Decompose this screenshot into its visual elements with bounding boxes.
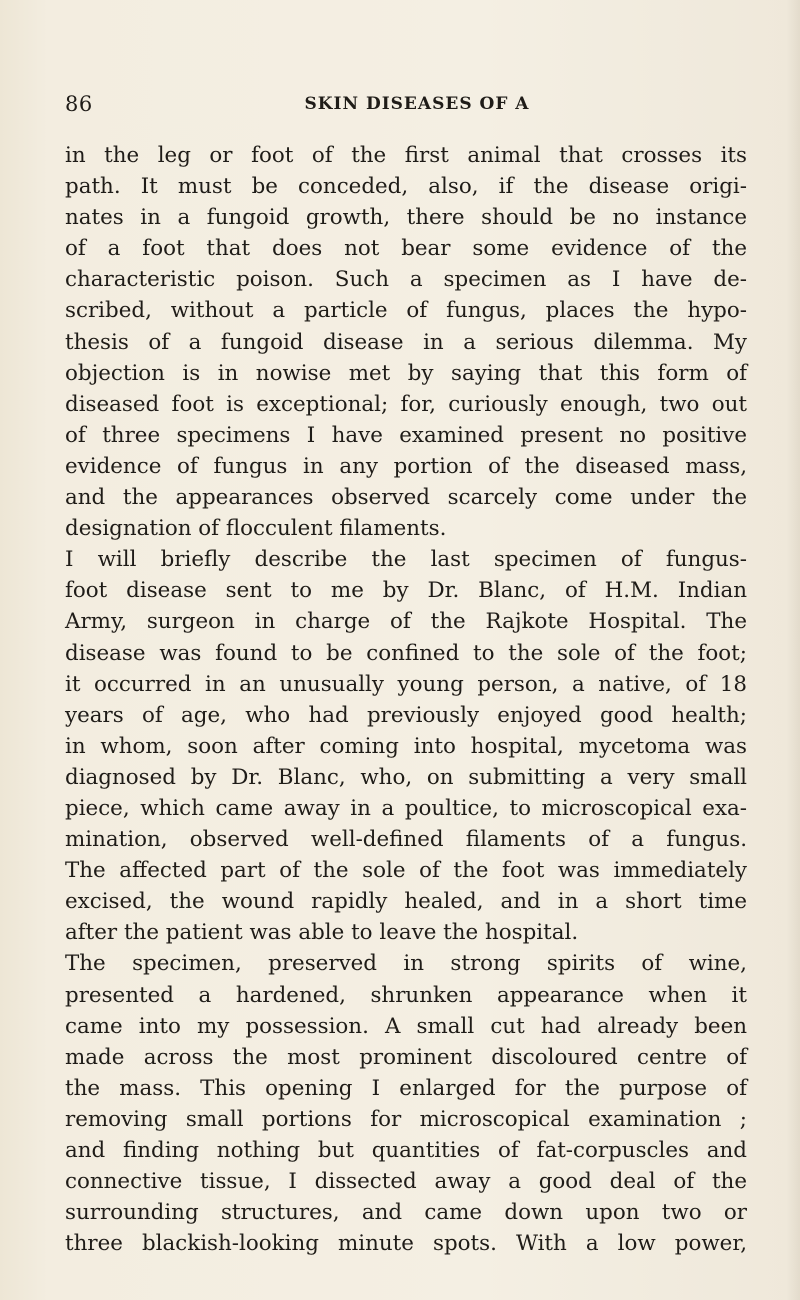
text-line: years of age, who had previously enjoyed good health; <box>65 702 747 728</box>
body-text <box>65 140 747 1259</box>
text-line: nates in a fungoid growth, there should be no instance <box>65 205 747 231</box>
text-line: removing small portions for microscopical examination ; <box>65 1106 747 1132</box>
text-line: excised, the wound rapidly healed, and in a short time <box>65 889 747 915</box>
text-line: of three specimens I have examined present no positive <box>65 422 747 448</box>
text-line: designation of flocculent filaments. <box>65 516 447 542</box>
text-line: in whom, soon after coming into hospital, mycetoma was <box>65 733 747 759</box>
text-line: diagnosed by Dr. Blanc, who, on submitting a very small <box>65 764 747 790</box>
text-line: presented a hardened, shrunken appearance when it <box>65 982 747 1008</box>
text-line: I will briefly describe the last specimen of fungus- <box>65 547 747 573</box>
text-line: three blackish-looking minute spots. With a low power, <box>65 1231 747 1257</box>
text-line: mination, observed well-defined filaments of a fungus. <box>65 827 747 853</box>
text-line: Army, surgeon in charge of the Rajkote Hospital. The <box>65 609 747 635</box>
page-header <box>65 92 745 132</box>
text-line: path. It must be conceded, also, if the disease origi- <box>65 174 747 200</box>
text-line: in the leg or foot of the first animal that crosses its <box>65 143 747 168</box>
text-line: scribed, without a particle of fungus, places the hypo- <box>65 298 747 324</box>
text-line: and the appearances observed scarcely come under the <box>65 485 747 511</box>
text-line: connective tissue, I dissected away a good deal of the <box>65 1169 747 1195</box>
running-head: SKIN DISEASES OF A <box>304 94 530 114</box>
text-line: the mass. This opening I enlarged for the purpose of <box>65 1075 747 1101</box>
text-line: disease was found to be confined to the sole of the foot; <box>65 640 747 666</box>
text-line: objection is in nowise met by saying that this form of <box>65 360 747 386</box>
page-edge-shadow <box>786 0 800 1300</box>
text-line: characteristic poison. Such a specimen as I have de- <box>65 267 747 293</box>
text-line: piece, which came away in a poultice, to microscopical exa- <box>65 795 747 821</box>
text-line: came into my possession. A small cut had already been <box>65 1013 747 1039</box>
text-line: of a foot that does not bear some evidence of the <box>65 236 747 262</box>
text-line: made across the most prominent discoloured centre of <box>65 1044 747 1070</box>
text-line: and finding nothing but quantities of fat-corpuscles and <box>65 1138 747 1163</box>
text-line: The specimen, preserved in strong spirits of wine, <box>65 951 747 977</box>
text-line: The affected part of the sole of the foot was immediately <box>65 858 747 884</box>
text-line: thesis of a fungoid disease in a serious dilemma. My <box>65 329 747 355</box>
text-line: evidence of fungus in any portion of the diseased mass, <box>65 453 747 479</box>
page-number: 86 <box>65 92 93 116</box>
text-line: after the patient was able to leave the hospital. <box>65 920 579 946</box>
text-line: foot disease sent to me by Dr. Blanc, of H.M. Indian <box>65 578 747 604</box>
text-line: diseased foot is exceptional; for, curiously enough, two out <box>65 391 747 417</box>
text-line: surrounding structures, and came down upon two or <box>65 1200 747 1226</box>
text-line: it occurred in an unusually young person, a native, of 18 <box>65 671 747 697</box>
